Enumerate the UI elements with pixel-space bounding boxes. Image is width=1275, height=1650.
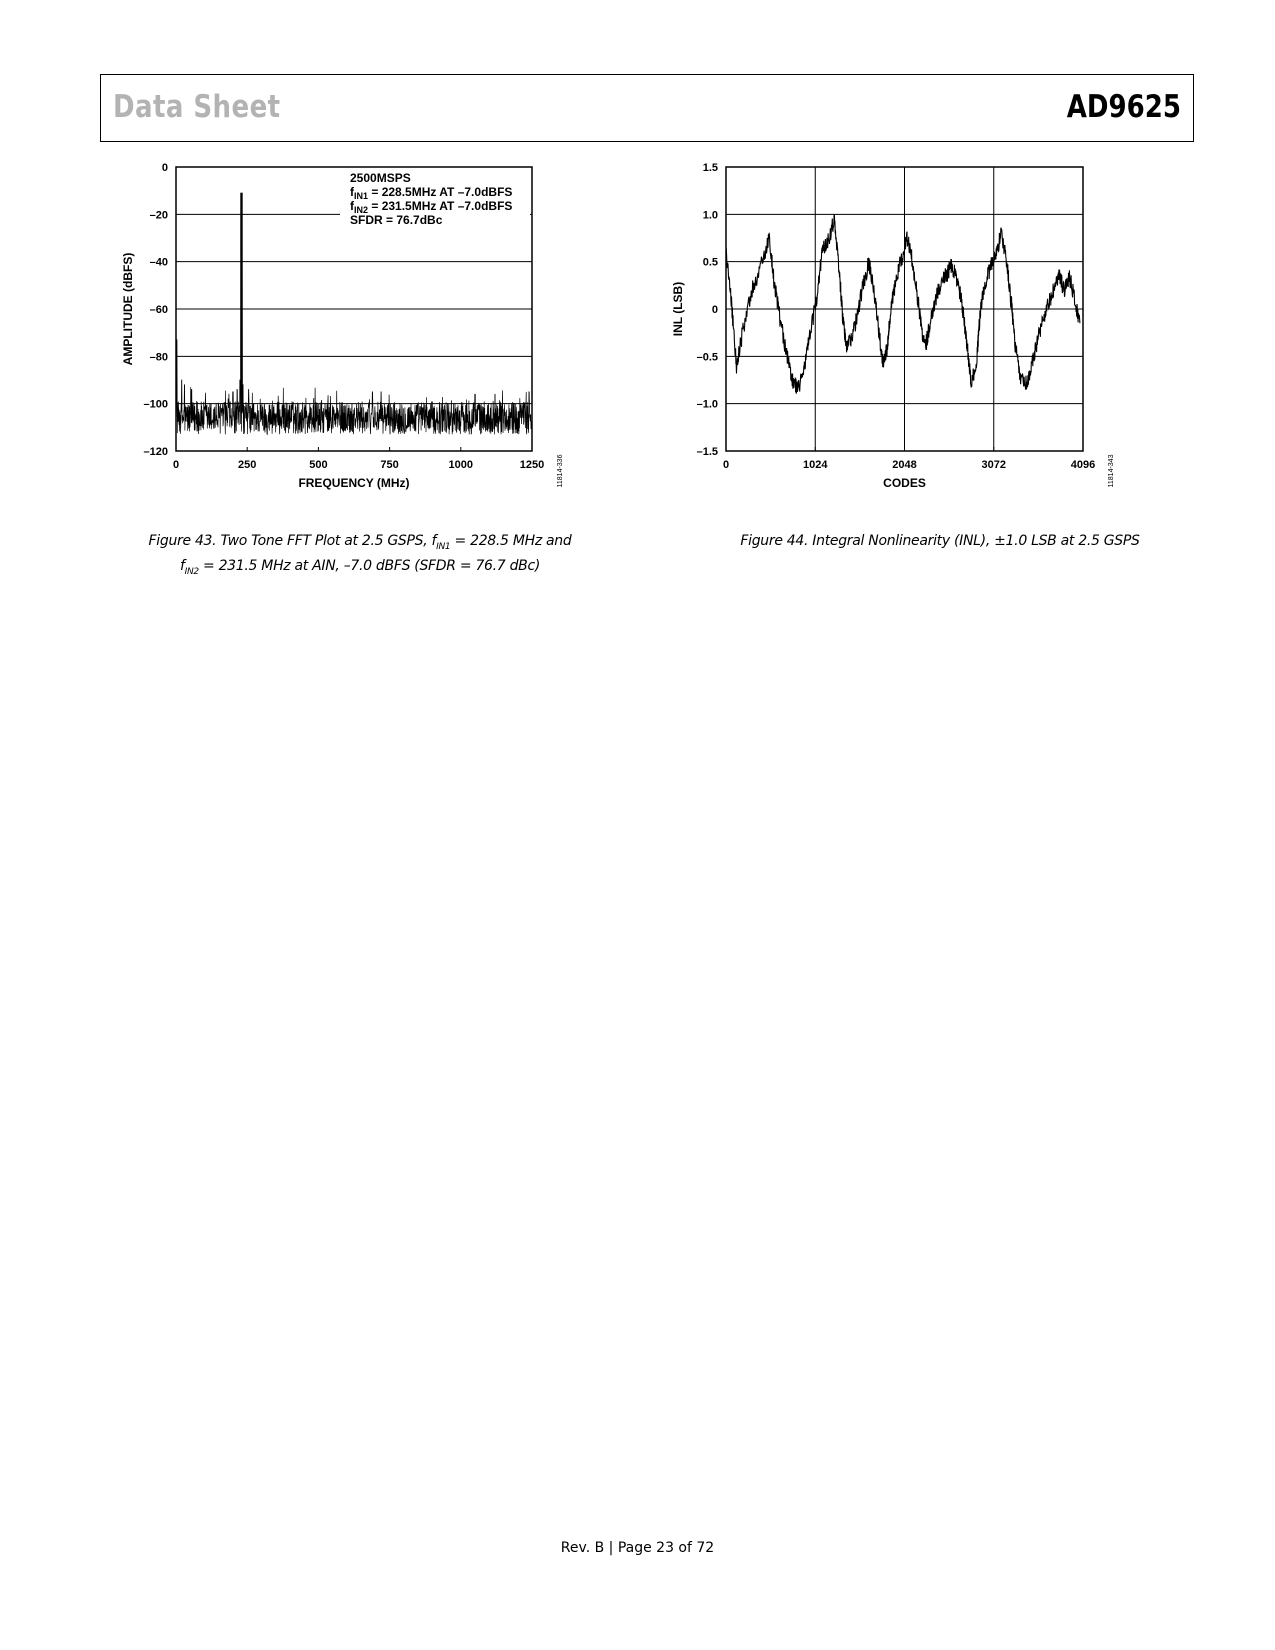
x-tick-label: 3072: [981, 459, 1006, 471]
x-tick-label: 500: [309, 459, 328, 471]
x-axis-label: CODES: [883, 476, 926, 490]
y-tick-label: 0: [711, 304, 718, 316]
x-tick-label: 1024: [803, 459, 828, 471]
x-tick-label: 2048: [892, 459, 917, 471]
y-tick-label: –40: [149, 256, 168, 269]
y-axis-label: INL (LSB): [671, 281, 685, 337]
y-tick-label: –1.5: [696, 446, 718, 458]
annotation-sample-rate: 2500MSPS: [350, 171, 411, 185]
x-tick-label: 4096: [1070, 459, 1096, 471]
y-tick-label: –0.5: [696, 351, 718, 364]
y-tick-label: 0: [161, 162, 168, 174]
fft-chart: [110, 160, 600, 520]
x-tick-label: 1000: [448, 459, 474, 471]
y-tick-label: –80: [149, 351, 168, 364]
x-tick-label: 750: [380, 459, 399, 471]
y-axis-label: AMPLITUDE (dBFS): [121, 252, 135, 366]
y-tick-label: 1.5: [702, 162, 718, 174]
inl-chart: [671, 160, 1180, 520]
y-tick-label: –20: [149, 209, 168, 222]
annotation-fin2: $f_{IN2} = 231.5MHz$ AT –7.0dBFS: [350, 199, 513, 215]
figure-43-caption: Figure 43. Two Tone FFT Plot at 2.5 GSPS, $f_{IN1} = 228.5$ MHz and $f_{IN2} = 231.5$ MHz at AIN, –7.0 dBFS (SFDR = 76.7 dBc): [148, 533, 572, 577]
document-type: Data Sheet: [113, 89, 281, 125]
x-axis-label: FREQUENCY (MHz): [298, 476, 410, 490]
annotation-fin1: $f_{IN1} = 228.5MHz$ AT –7.0dBFS: [350, 185, 513, 201]
page-footer: Rev. B | Page 23 of 72: [560, 1540, 715, 1556]
y-tick-label: –60: [149, 304, 168, 316]
figure-44-caption: Figure 44. Integral Nonlinearity (INL), ±1.0 LSB at 2.5 GSPS: [740, 533, 1140, 549]
part-number: AD9625: [1066, 89, 1181, 125]
y-tick-label: –100: [143, 398, 168, 411]
y-tick-label: –120: [143, 446, 168, 458]
figure-code: 11814-343: [1108, 454, 1115, 488]
annotation-sfdr: SFDR = 76.7dBc: [350, 213, 443, 227]
inl-trace: [726, 215, 1080, 394]
y-tick-label: 1.0: [702, 209, 718, 222]
x-tick-label: 250: [238, 459, 257, 471]
x-tick-label: 0: [172, 459, 180, 471]
y-tick-label: 0.5: [702, 256, 718, 269]
x-tick-label: 1250: [519, 459, 545, 471]
page-header: [100, 74, 1194, 142]
figure-code: 11814-336: [557, 454, 564, 488]
x-tick-label: 0: [722, 459, 730, 471]
y-tick-label: –1.0: [696, 398, 718, 411]
